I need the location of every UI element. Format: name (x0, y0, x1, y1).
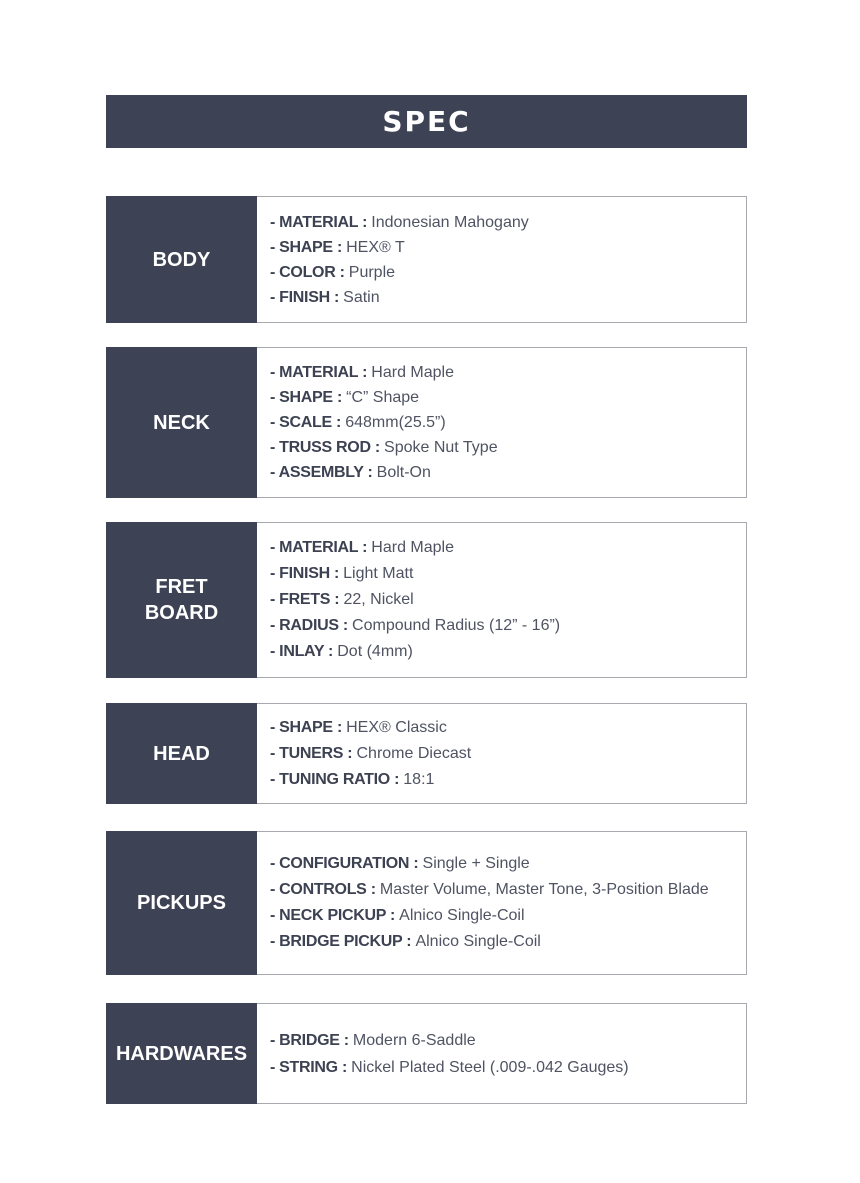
spec-line (270, 1054, 746, 1081)
spec-line (270, 561, 746, 587)
spec-key: - NECK PICKUP : (270, 907, 400, 924)
spec-line (270, 741, 746, 767)
spec-line (270, 235, 746, 260)
spec-value: HEX® Classic (346, 718, 447, 736)
spec-key: - ASSEMBLY : (270, 464, 377, 481)
spec-key: - MATERIAL : (270, 539, 372, 556)
spec-value: Hard Maple (371, 364, 454, 381)
section-label: BODY (106, 196, 257, 323)
spec-line (270, 929, 746, 955)
spec-line (270, 360, 746, 385)
spec-value: 18:1 (403, 770, 435, 788)
spec-value: Chrome Diecast (356, 744, 472, 762)
spec-value: Purple (348, 263, 396, 281)
spec-key: - INLAY : (270, 643, 338, 660)
spec-line (270, 767, 746, 793)
section-details (257, 703, 747, 804)
spec-key: - MATERIAL : (270, 213, 372, 231)
spec-value: 22, Nickel (343, 591, 414, 608)
section-details (257, 196, 747, 323)
spec-key: - MATERIAL : (270, 364, 372, 381)
spec-line (270, 1027, 746, 1054)
spec-value: Modern 6-Saddle (352, 1031, 476, 1049)
section-details (257, 522, 747, 678)
spec-line (270, 639, 746, 665)
spec-key: - BRIDGE : (270, 1031, 353, 1049)
section-label: HEAD (106, 703, 257, 804)
spec-line (270, 877, 746, 903)
section-label: NECK (106, 347, 257, 498)
spec-line (270, 903, 746, 929)
spec-section (106, 1003, 747, 1104)
spec-banner (106, 95, 747, 148)
spec-value: Compound Radius (12” - 16”) (352, 617, 561, 634)
spec-value: Indonesian Mahogany (371, 213, 529, 231)
spec-key: - CONFIGURATION : (270, 855, 423, 872)
spec-line (270, 435, 746, 460)
spec-value: Light Matt (343, 565, 414, 582)
spec-value: Dot (4mm) (337, 643, 413, 660)
spec-key: - SHAPE : (270, 718, 347, 736)
spec-key: - SCALE : (270, 414, 346, 431)
spec-section (106, 831, 747, 975)
spec-line (270, 613, 746, 639)
spec-key: - BRIDGE PICKUP : (270, 933, 416, 950)
spec-value: Nickel Plated Steel (.009-.042 Gauges) (351, 1058, 629, 1076)
spec-value: Alnico Single-Coil (399, 907, 525, 924)
section-label: HARDWARES (106, 1003, 257, 1104)
spec-line (270, 460, 746, 485)
spec-line (270, 410, 746, 435)
spec-key: - TUNERS : (270, 744, 357, 762)
spec-section (106, 347, 747, 498)
spec-value: Master Volume, Master Tone, 3-Position Blade (379, 881, 709, 898)
spec-value: Bolt-On (376, 464, 431, 481)
spec-value: “C” Shape (346, 389, 420, 406)
section-details (257, 831, 747, 975)
spec-key: - FINISH : (270, 565, 344, 582)
spec-section (106, 196, 747, 323)
section-details (257, 347, 747, 498)
spec-value: HEX® T (346, 238, 405, 256)
spec-line (270, 715, 746, 741)
spec-key: - STRING : (270, 1058, 352, 1076)
section-details (257, 1003, 747, 1104)
spec-key: - FINISH : (270, 288, 344, 306)
section-label: FRET BOARD (106, 522, 257, 678)
spec-line (270, 851, 746, 877)
spec-value: Single + Single (422, 855, 530, 872)
spec-key: - CONTROLS : (270, 881, 380, 898)
spec-key: - RADIUS : (270, 617, 353, 634)
page-title: SPEC (382, 105, 471, 138)
spec-key: - SHAPE : (270, 238, 347, 256)
spec-key: - SHAPE : (270, 389, 347, 406)
spec-key: - COLOR : (270, 263, 349, 281)
section-label: PICKUPS (106, 831, 257, 975)
spec-key: - TRUSS ROD : (270, 439, 385, 456)
spec-key: - FRETS : (270, 591, 344, 608)
spec-section (106, 522, 747, 678)
spec-section (106, 703, 747, 804)
spec-line (270, 535, 746, 561)
spec-value: 648mm(25.5”) (345, 414, 446, 431)
spec-line (270, 385, 746, 410)
spec-value: Alnico Single-Coil (415, 933, 541, 950)
spec-key: - TUNING RATIO : (270, 770, 404, 788)
spec-line (270, 587, 746, 613)
spec-value: Spoke Nut Type (384, 439, 498, 456)
spec-line (270, 285, 746, 310)
spec-line (270, 210, 746, 235)
spec-value: Satin (343, 288, 380, 306)
spec-line (270, 260, 746, 285)
spec-value: Hard Maple (371, 539, 454, 556)
